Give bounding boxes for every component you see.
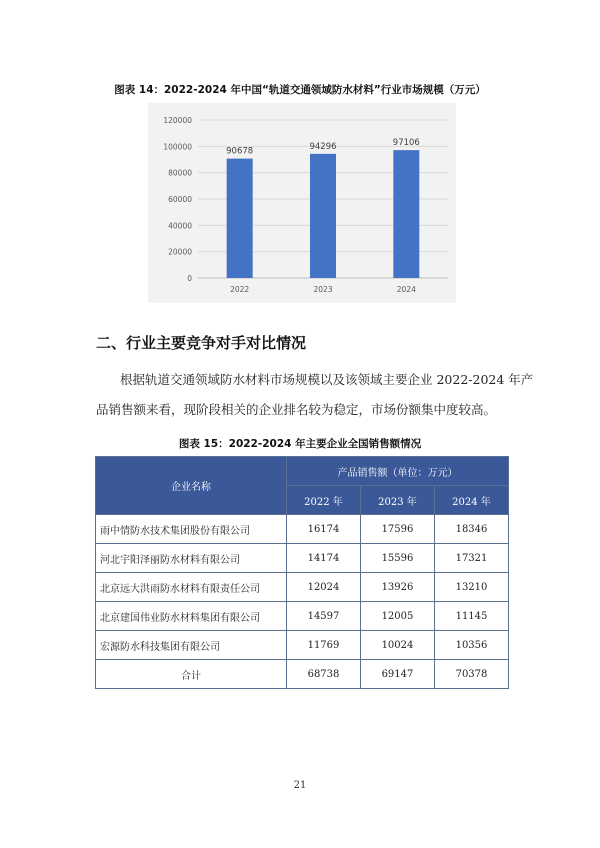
total-value-cell: 68738 [287,660,361,689]
page-number: 21 [293,780,307,791]
value-cell: 13210 [434,573,508,602]
company-cell: 宏源防水科技集团有限公司 [96,631,287,660]
sales-table [95,456,509,689]
sales-header: 产品销售额（单位：万元） [287,457,509,486]
y-tick-label: 80000 [168,168,192,178]
total-value-cell: 69147 [360,660,434,689]
value-cell: 10024 [360,631,434,660]
value-cell: 12005 [360,602,434,631]
bar [393,150,419,278]
company-name-header: 企业名称 [96,457,287,515]
company-cell: 河北宇阳泽丽防水材料有限公司 [96,544,287,573]
data-label: 97106 [392,138,420,149]
year-header: 2022 年 [287,486,361,515]
market-size-chart [148,103,456,303]
value-cell: 16174 [287,515,361,544]
x-tick-label: 2023 [313,285,333,294]
table-row [96,515,509,544]
y-tick-label: 100000 [163,142,192,152]
value-cell: 10356 [434,631,508,660]
table-total-row [96,660,509,689]
x-tick-label: 2024 [396,285,416,294]
bar [227,159,253,278]
figure-14-title: 图表 14：2022-2024 年中国“轨道交通领域防水材料”行业市场规模（万元） [114,84,486,96]
year-header: 2024 年 [434,486,508,515]
value-cell: 15596 [360,544,434,573]
bar [310,154,336,278]
value-cell: 18346 [434,515,508,544]
value-cell: 17596 [360,515,434,544]
year-header: 2023 年 [360,486,434,515]
table-row [96,573,509,602]
data-label: 90678 [226,146,254,157]
value-cell: 17321 [434,544,508,573]
y-tick-label: 60000 [168,195,192,204]
total-value-cell: 70378 [434,660,508,689]
company-cell: 北京建国伟业防水材料集团有限公司 [96,602,287,631]
figure-15-title: 图表 15：2022-2024 年主要企业全国销售额情况 [178,438,422,450]
table-header-row [96,457,509,486]
data-label: 94296 [309,141,337,152]
value-cell: 11145 [434,602,508,631]
section-heading: 二、行业主要竞争对手对比情况 [96,334,307,352]
y-tick-label: 120000 [163,116,192,125]
y-tick-label: 40000 [168,221,192,231]
value-cell: 14597 [287,602,361,631]
value-cell: 14174 [287,544,361,573]
table-row [96,631,509,660]
company-cell: 雨中情防水技术集团股份有限公司 [96,515,287,544]
bar-chart-svg [148,103,456,303]
table-row [96,602,509,631]
value-cell: 11769 [287,631,361,660]
y-tick-label: 0 [187,274,192,283]
total-label-cell: 合计 [96,660,287,689]
y-tick-label: 20000 [168,247,192,257]
x-tick-label: 2022 [230,285,250,294]
value-cell: 13926 [360,573,434,602]
paragraph-line-1: 根据轨道交通领域防水材料市场规模以及该领域主要企业 2022-2024 年产 [120,372,534,387]
paragraph-line-2: 品销售额来看，现阶段相关的企业排名较为稳定，市场份额集中度较高。 [96,402,497,417]
value-cell: 12024 [287,573,361,602]
table-row [96,544,509,573]
company-cell: 北京远大洪雨防水材料有限责任公司 [96,573,287,602]
